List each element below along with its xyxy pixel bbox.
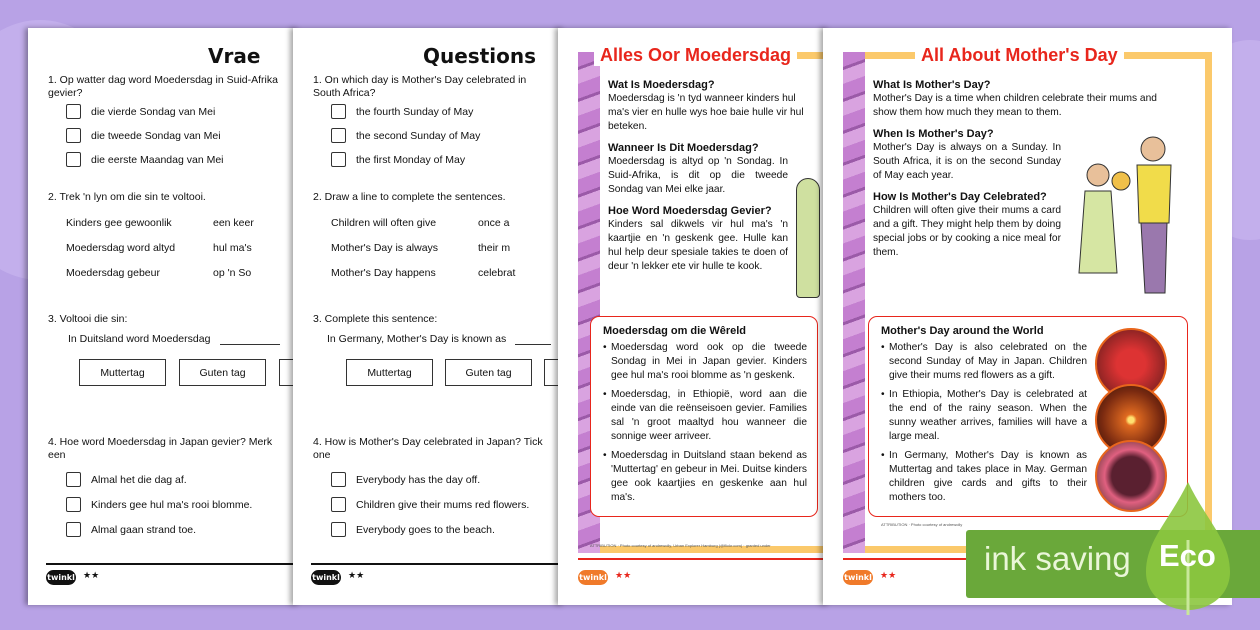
question-3: 3. Complete this sentence: (313, 313, 438, 325)
difficulty-stars: ★★ (83, 570, 100, 580)
section-heading: Wanneer Is Dit Moedersdag? (608, 142, 759, 154)
sentence: In Germany, Mother's Day is known as (327, 333, 507, 345)
checkbox[interactable] (331, 128, 346, 143)
checkbox[interactable] (331, 497, 346, 512)
word-box: Muttertag (79, 359, 166, 386)
page-title: All About Mother's Day (915, 45, 1124, 66)
question-2: 2. Draw a line to complete the sentences. (313, 191, 506, 203)
english-questions-page (293, 28, 565, 605)
checkbox[interactable] (66, 522, 81, 537)
checkbox[interactable] (66, 497, 81, 512)
difficulty-stars: ★★ (880, 570, 897, 580)
section-text: Mother's Day is a time when children celebrate their mums and show them how much they mean to them. (873, 93, 1157, 118)
afrikaans-questions-page (28, 28, 300, 605)
checkbox[interactable] (331, 522, 346, 537)
match-left: Kinders gee gewoonlik (66, 217, 172, 229)
section-heading: How Is Mother's Day Celebrated? (873, 191, 1047, 203)
child-illustration (796, 178, 820, 298)
checkbox[interactable] (66, 152, 81, 167)
word-box: Guten tag (179, 359, 266, 386)
match-left: Moedersdag gebeur (66, 267, 160, 279)
section-text: Moedersdag is altyd op 'n Sondag. In Suid-Afrika, is dit op die tweede Sondag van Mei elke jaar. (608, 156, 788, 195)
question-2: 2. Trek 'n lyn om die sin te voltooi. (48, 191, 206, 203)
attribution: ATTRIBUTION · Photo courtesy of andrewolly (881, 522, 963, 527)
checkbox[interactable] (331, 472, 346, 487)
section-text: Children will often give their mums a card and a gift. They might help them by doing special jobs or by cooking a nice meal for them. (873, 205, 1061, 258)
footer-line (46, 563, 300, 565)
match-left: Mother's Day is always (331, 242, 439, 254)
afrikaans-reading-page (558, 28, 830, 605)
section-heading: When Is Mother's Day? (873, 128, 994, 140)
option-label: Almal gaan strand toe. (91, 524, 197, 536)
option-label: Everybody goes to the beach. (356, 524, 495, 536)
world-item: • Moedersdag in Duitsland staan bekend as 'Muttertag' en gebeur in Mei. Duitse kinders gee ook kaartjies en geskenke aan hul ma's. (603, 449, 807, 505)
section-heading: Hoe Word Moedersdag Gevier? (608, 205, 772, 217)
question-1: 1. Op watter dag word Moedersdag in Suid-Afrika gevier? (48, 74, 278, 99)
eco-label: Eco (1159, 538, 1216, 573)
section-text: Mother's Day is always on a Sunday. In South Africa, it is on the second Sunday of May each year. (873, 142, 1061, 181)
twinkl-logo: twinkl (311, 570, 341, 585)
world-heading: Mother's Day around the World (881, 325, 1044, 337)
world-item: • Mother's Day is also celebrated on the second Sunday of May in Japan. Children give their mums red flowers as a gift. (881, 341, 1087, 383)
word-box: Guten tag (445, 359, 532, 386)
twinkl-logo: twinkl (843, 570, 873, 585)
reading-column (608, 78, 813, 281)
difficulty-stars: ★★ (615, 570, 632, 580)
footer-line (578, 558, 830, 560)
world-item: • Moedersdag word ook op die tweede Sondag in Mei in Japan gevier. Kinders gee hul ma's rooi blomme as 'n geskenk. (603, 341, 807, 383)
sentence: In Duitsland word Moedersdag (68, 333, 211, 345)
match-right: once a (478, 217, 510, 229)
question-4: 4. How is Mother's Day celebrated in Japan? Tick one (313, 436, 543, 461)
option-label: the first Monday of May (356, 154, 466, 166)
option-label: die tweede Sondag van Mei (91, 130, 221, 142)
world-item: • In Ethiopia, Mother's Day is celebrated at the end of the rainy season. When the sunny weather arrives, families will have a large meal. (881, 388, 1087, 444)
difficulty-stars: ★★ (348, 570, 365, 580)
checkbox[interactable] (66, 104, 81, 119)
mother-child-illustration (1073, 133, 1188, 298)
question-3: 3. Voltooi die sin: (48, 313, 128, 325)
checkbox[interactable] (66, 472, 81, 487)
option-label: the second Sunday of May (356, 130, 481, 142)
question-1: 1. On which day is Mother's Day celebrated in South Africa? (313, 74, 527, 99)
badge-text: ink saving (984, 540, 1131, 577)
option-label: Everybody has the day off. (356, 474, 481, 486)
match-right: celebrat (478, 267, 516, 279)
question-4: 4. Hoe word Moedersdag in Japan gevier? Merk een (48, 436, 273, 461)
option-label: Kinders gee hul ma's rooi blomme. (91, 499, 253, 511)
section-text: Moedersdag is 'n tyd wanneer kinders hul ma's vier en hulle wys hoe baie hulle vir hul beteken. (608, 93, 804, 132)
checkbox[interactable] (331, 104, 346, 119)
answer-line (220, 344, 280, 345)
option-label: Children give their mums red flowers. (356, 499, 530, 511)
option-label: Almal het die dag af. (91, 474, 187, 486)
attribution: ATTRIBUTION · Photo courtesy of andrewolly, Urban Explorer Hamburg (@flickr.com) · granted under (590, 543, 771, 548)
option-label: die eerste Maandag van Mei (91, 154, 224, 166)
section-heading: Wat Is Moedersdag? (608, 79, 715, 91)
world-heading: Moedersdag om die Wêreld (603, 325, 747, 337)
twinkl-logo: twinkl (578, 570, 608, 585)
match-right: hul ma's (213, 242, 252, 254)
match-left: Children will often give (331, 217, 437, 229)
match-right: op 'n So (213, 267, 252, 279)
page-title: Questions (423, 44, 537, 68)
flower-border (843, 52, 865, 553)
checkbox[interactable] (66, 128, 81, 143)
match-left: Mother's Day happens (331, 267, 436, 279)
section-heading: What Is Mother's Day? (873, 79, 991, 91)
match-right: their m (478, 242, 511, 254)
world-item: • Moedersdag, in Ethiopië, word aan die einde van die reënseisoen gevier. Families sal 'n groot maaltyd hou wanneer die sonnige weer arriveer. (603, 388, 807, 444)
twinkl-logo: twinkl (46, 570, 76, 585)
answer-line (515, 344, 551, 345)
match-right: een keer (213, 217, 254, 229)
section-text: Kinders sal dikwels vir hul ma's 'n kaartjie en 'n geskenk gee. Hulle kan hul help deur spesiale takies te doen of deur 'n lekker ete vir hulle te kook. (608, 219, 788, 272)
option-label: die vierde Sondag van Mei (91, 106, 216, 118)
word-box: Muttertag (346, 359, 433, 386)
footer-line (311, 563, 565, 565)
option-label: the fourth Sunday of May (356, 106, 474, 118)
page-title: Vrae (208, 44, 261, 68)
world-box (590, 316, 818, 517)
checkbox[interactable] (331, 152, 346, 167)
world-item: • In Germany, Mother's Day is known as Muttertag and takes place in May. German children give cards and gifts to their mothers too. (881, 449, 1087, 505)
match-left: Moedersdag word altyd (66, 242, 176, 254)
page-title: Alles Oor Moedersdag (594, 45, 797, 66)
